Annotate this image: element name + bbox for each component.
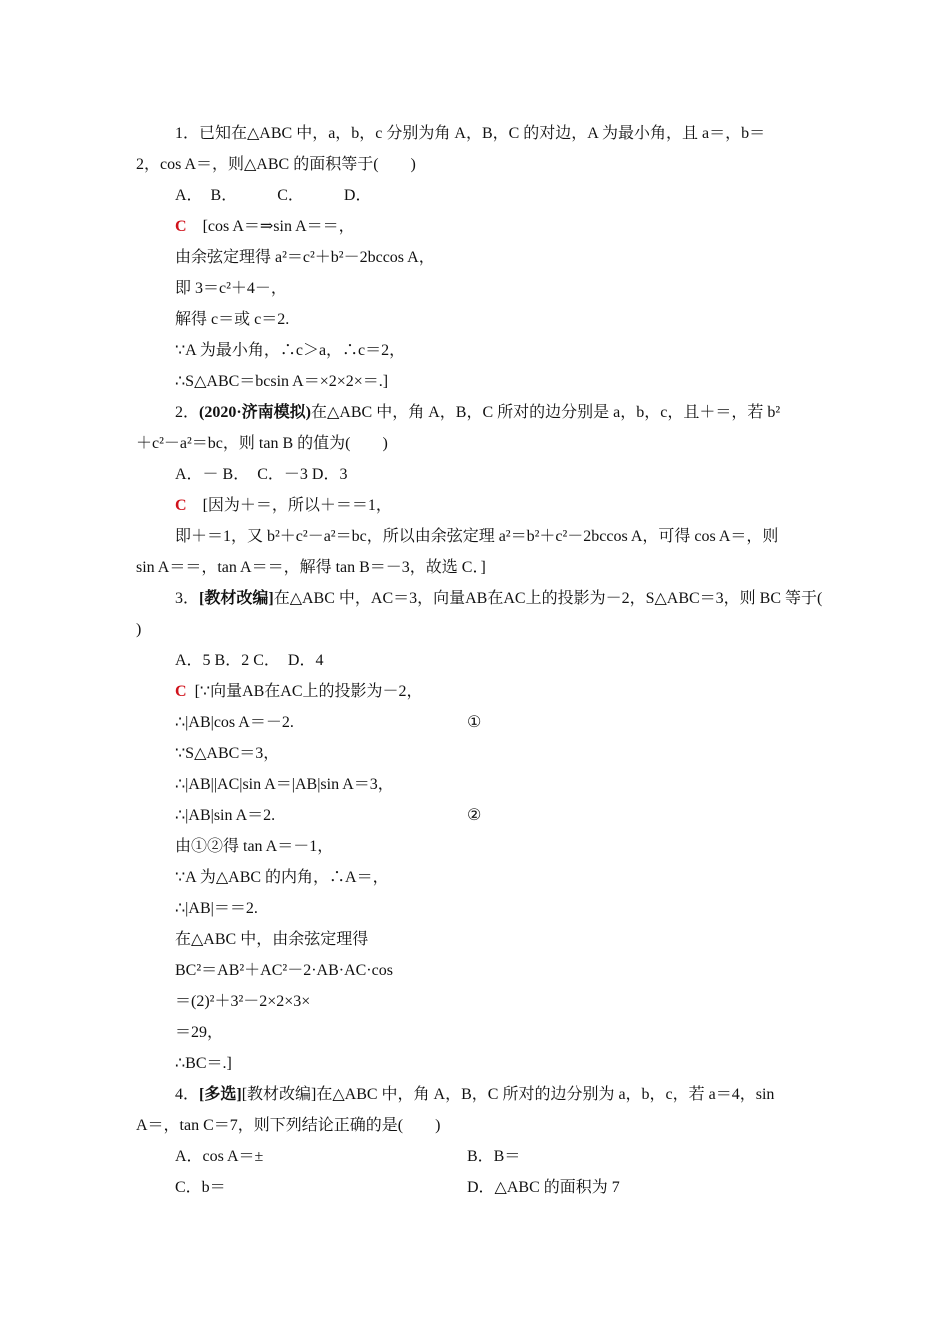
q3-solution-line5: ∴|AB|sin A＝2. [175,807,276,824]
q2-stem-line2: ＋c²－a²＝bc，则 tan B 的值为( ) [136,435,388,452]
q3-solution-line10: BC²＝AB²＋AC²－2·AB·AC·cos [175,962,393,979]
q1-stem-line2: 2，cos A＝，则△ABC 的面积等于( ) [136,156,416,173]
q3-stem-line2: ) [136,621,142,638]
q1-solution-line3: 即 3＝c²＋4－， [175,280,287,297]
q3-solution-line12: ＝29， [175,1024,224,1041]
q3-solution-line3: ∵S△ABC＝3， [175,745,280,762]
q3-stem-line1 [175,589,822,609]
q3-solution-line11: ＝(2)²＋3²－2×2×3× [175,993,311,1010]
q4-multi-tag: [多选] [199,1086,242,1103]
q1-solution-line6: ∴S△ABC＝bcsin A＝×2×2×＝.] [175,373,389,390]
q1-sol-text: [cos A＝⇒sin A＝＝， [202,218,355,235]
q3-solution-line13: ∴BC＝.] [175,1055,232,1072]
q1-solution-line5: ∵A 为最小角，∴c＞a，∴c＝2， [175,342,406,359]
q3-solution-line8: ∴|AB|＝＝2. [175,900,258,917]
q3-stem-text: 在△ABC 中，AC＝3，向量AB在AC上的投影为－2，S△ABC＝3，则 BC 等于( [273,590,823,607]
q3-sol-text: [∵向量AB在AC上的投影为－2， [194,683,423,700]
q4-option-b: B．B＝ [467,1148,521,1165]
q1-answer: C [175,218,187,235]
q2-source-tag: (2020·济南模拟) [199,404,312,421]
q4-stem-line1 [175,1085,774,1105]
q3-answer: C [175,683,187,700]
q1-solution-line4: 解得 c＝或 c＝2. [175,311,290,328]
q3-solution-line7: ∵A 为△ABC 的内角，∴A＝， [175,869,389,886]
q3-equation-mark-2: ② [467,807,482,824]
q1-options: A． B． C． D． [175,187,372,204]
q3-solution-line1 [175,682,423,702]
q3-options: A．5 B．2 C． D．4 [175,652,324,669]
q2-number: 2． [175,404,200,421]
q2-sol-text: [因为＋＝，所以＋＝＝1， [202,497,392,514]
q2-solution-line3: sin A＝＝，tan A＝＝，解得 tan B＝－3，故选 C．] [136,559,486,576]
q1-solution-line2: 由余弦定理得 a²＝c²＋b²－2bccos A， [175,249,435,266]
q4-stem-line2: A＝，tan C＝7，则下列结论正确的是( ) [136,1117,441,1134]
q4-number: 4． [175,1086,200,1103]
q4-option-a: A．cos A＝± [175,1148,264,1165]
q2-solution-line1 [175,496,392,516]
q2-solution-line2: 即＋＝1，又 b²＋c²－a²＝bc，所以由余弦定理 a²＝b²＋c²－2bccos A，可得 cos A＝，则 [175,528,779,545]
q4-stem-text: [教材改编]在△ABC 中，角 A，B，C 所对的边分别为 a，b，c，若 a＝4，sin [241,1086,775,1103]
q3-solution-line4: ∴|AB||AC|sin A＝|AB|sin A＝3， [175,776,394,793]
q2-stem-text: 在△ABC 中，角 A，B，C 所对的边分别是 a，b，c，且＋＝，若 b² [311,404,781,421]
q1-solution-line1 [175,217,355,237]
q3-solution-line6: 由①②得 tan A＝－1， [175,838,334,855]
q1-stem-line1: 1．已知在△ABC 中，a，b，c 分别为角 A，B，C 的对边，A 为最小角，且 a＝，b＝ [175,125,766,142]
q2-stem-line1 [175,403,780,423]
q4-option-c: C．b＝ [175,1179,226,1196]
q3-source-tag: [教材改编] [199,590,274,607]
q3-equation-mark-1: ① [467,714,482,731]
q3-solution-line9: 在△ABC 中，由余弦定理得 [175,931,369,948]
q2-options: A．－ B． C．－3 D．3 [175,466,348,483]
q3-solution-line2: ∴|AB|cos A＝－2. [175,714,294,731]
q4-option-d: D．△ABC 的面积为 7 [467,1179,620,1196]
q2-answer: C [175,497,187,514]
q3-number: 3． [175,590,200,607]
